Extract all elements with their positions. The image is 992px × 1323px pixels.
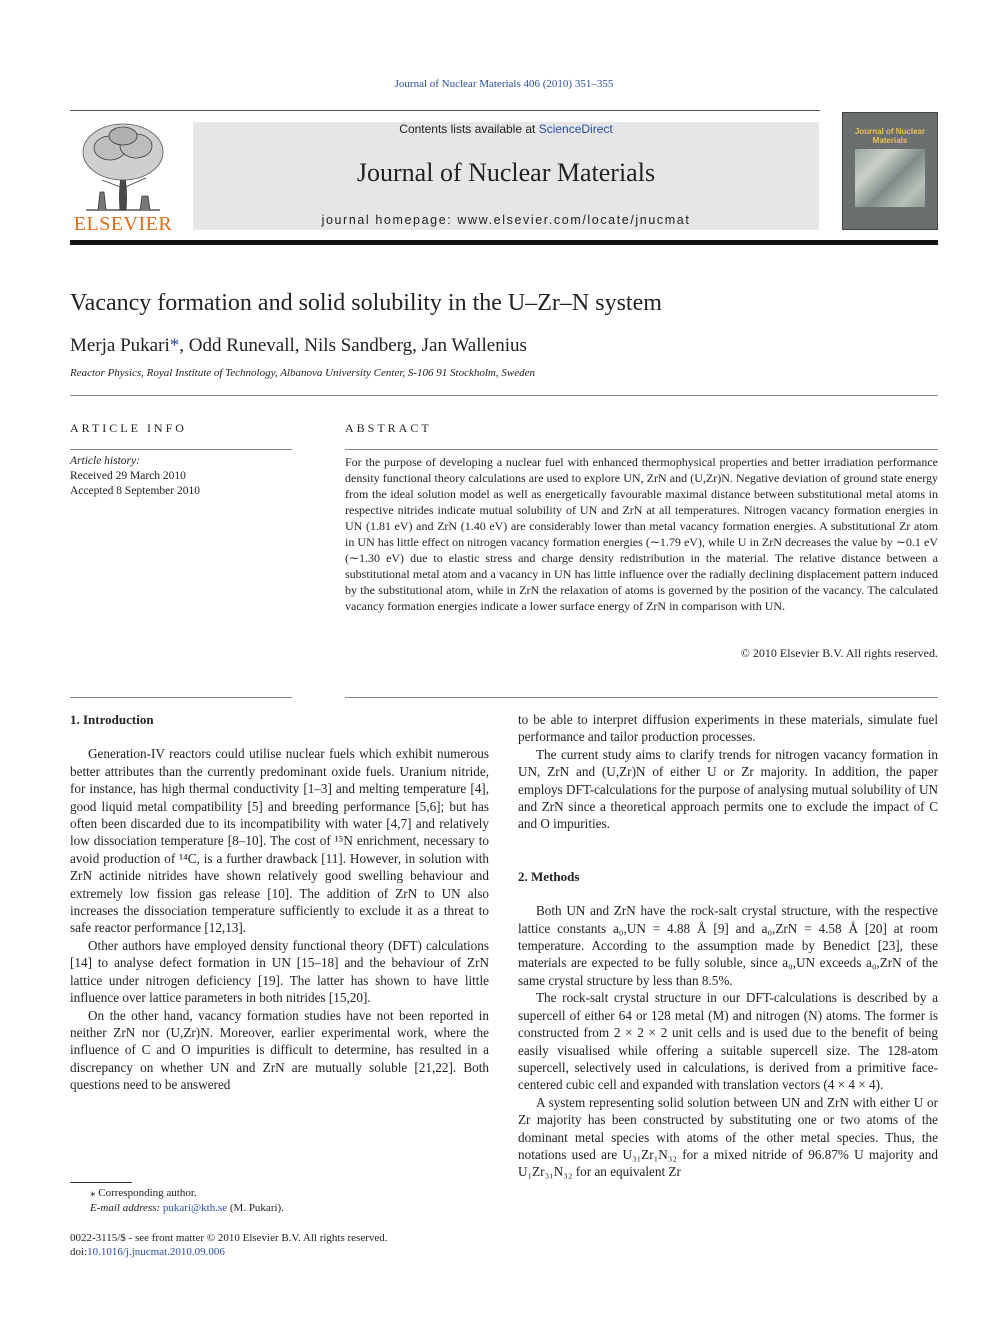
abstract-copyright: © 2010 Elsevier B.V. All rights reserved.	[740, 646, 938, 660]
accepted-date: Accepted 8 September 2010	[70, 485, 200, 497]
article-info-heading: ARTICLE INFO	[70, 421, 187, 435]
footnote-star: ⁎	[90, 1187, 96, 1199]
journal-cover[interactable]	[842, 112, 938, 230]
article-info-bottom-rule	[70, 697, 292, 698]
header-thick-rule	[70, 240, 938, 245]
article-title: Vacancy formation and solid solubility in the U–Zr–N system	[70, 290, 662, 316]
methods-paragraph-1: Both UN and ZrN have the rock-salt crystal structure, with the respective lattice constants a₀,UN = 4.88 Å [9] and a₀,ZrN = 4.58 Å [20] at room temperature. According to the assumption made by Benedict [23], these materials are expected to be fully soluble, since a₀,UN exceeds a₀,ZrN of the same crystal structure by less than 8.5%.	[518, 903, 938, 988]
abstract-rule	[345, 449, 938, 450]
methods-paragraph-2: The rock-salt crystal structure in our DFT-calculations is described by a supercell of either 64 or 128 metal (M) and nitrogen (N) atoms. The former is constructed from 2 × 2 × 2 unit cells and is used due to the benefit of being easily visualised while offering a suitable supercell size. The 128-atom supercell, selectively used in calculations, is derived from a primitive face-centered cubic cell and expanded with translation vectors (4 × 4 × 4).	[518, 990, 938, 1093]
left-column	[70, 711, 489, 1094]
doi-link[interactable]: 10.1016/j.jnucmat.2010.09.006	[87, 1246, 225, 1258]
right-column	[518, 711, 938, 1181]
doi-prefix: doi:	[70, 1246, 88, 1258]
journal-title: Journal of Nuclear Materials	[356, 158, 656, 187]
journal-homepage[interactable]: journal homepage: www.elsevier.com/locate/jnucmat	[321, 213, 691, 227]
intro-paragraph-3-continued: to be able to interpret diffusion experiments in these materials, simulate fuel performance and tailor production processes.	[518, 712, 938, 745]
email-link[interactable]: pukari@kth.se	[162, 1202, 228, 1214]
footnote	[70, 1186, 284, 1216]
intro-paragraph-1: Generation-IV reactors could utilise nuclear fuels which exhibit numerous better attributes than the currently predominant oxide fuels. Uranium nitride, for instance, has high thermal conductivity [1–3] and melting temperature [4], good liquid metal compatibility [5] and breeding performance [5,6]; but has often been discarded due to its incompatibility with water [4,7] and relatively low dissociation temperature [8–10]. The cost of ¹⁵N enrichment, necessary to avoid production of ¹⁴C, is a further drawback [11]. However, in solution with ZrN actinide nitrides have shown relatively good swelling behaviour and extremely low fission gas release [10]. The addition of ZrN to UN also increases the dissociation temperature sufficiently to exclude it as a threat to safe reactor performance [12,13].	[70, 746, 489, 936]
contents-prefix: Contents lists available at	[399, 122, 539, 136]
cover-image	[855, 149, 925, 207]
intro-paragraph-2: Other authors have employed density functional theory (DFT) calculations [14] to analyse defect formation in UN [15–18] and the behaviour of ZrN lattice under nitrogen deficiency [19]. The latter has shown to have little influence over lattice parameters in both nitrides [15,20].	[70, 937, 489, 1006]
other-authors: , Odd Runevall, Nils Sandberg, Jan Wallenius	[179, 335, 527, 356]
publisher-wordmark: ELSEVIER	[73, 213, 173, 235]
sciencedirect-link[interactable]: ScienceDirect	[538, 122, 613, 136]
article-info-rule	[70, 449, 292, 450]
intro-paragraph-3: On the other hand, vacancy formation studies have not been reported in neither ZrN nor (U,Zr)N. Moreover, earlier experimental work, where the influence of C and O impurities is difficult to determine, has resulted in a discrepancy on whether UN and ZrN are mutually soluble [21,22]. Both questions need to be answered	[70, 1007, 489, 1093]
article-history	[70, 454, 200, 499]
abstract-text: For the purpose of developing a nuclear fuel with enhanced thermophysical properties and better irradiation performance density functional theory calculations are used to explore UN, ZrN and (U,Zr)N. Negative deviation of ground state energy from the ideal solution model as well as energetically favourable maximal distance between substitutional metal atoms in respective nitrides indicate mutual solubility of UN and ZrN at all temperatures. Nitrogen vacancy formation energies in UN (1.81 eV) and ZrN (1.40 eV) are considerably lower than metal vacancy formation energies. A substitutional Zr atom in UN has little effect on nitrogen vacancy formation energies (∼1.79 eV), while U in ZrN decreases the value by ∼0.1 eV (∼1.30 eV) due to elastic stress and charge density redistribution in the material. The relative distance between a substitutional metal atom and a vacancy in UN has little influence over the radially declining displacement pattern induced by the substitutional atom, while in ZrN the relaxation of atoms is governed by the position of the vacancy. The calculated vacancy formation energies indicate a lower surface energy of ZrN in comparison with UN.	[345, 455, 938, 613]
affiliation: Reactor Physics, Royal Institute of Technology, Albanova University Center, S-106 91 Stockholm, Sweden	[70, 367, 535, 379]
author-1: Merja Pukari	[70, 335, 170, 356]
email-label: E-mail address:	[90, 1202, 163, 1214]
intro-paragraph-4: The current study aims to clarify trends for nitrogen vacancy formation in UN, ZrN and (U,Zr)N of either U or Zr majority. In addition, the paper employs DFT-calculations for the purpose of analysing mutual solubility of UN and ZrN since a theoretical approach permits one to exclude the impact of C and O impurities.	[518, 746, 938, 832]
elsevier-logo[interactable]	[68, 118, 178, 236]
abstract-heading: ABSTRACT	[345, 421, 432, 435]
author-list	[70, 335, 527, 357]
tree-icon	[68, 118, 178, 214]
methods-paragraph-3: A system representing solid solution between UN and ZrN with either U or Zr majority has been constructed by substituting one or two atoms of the dominant metal species with atoms of the other metal species. Thus, the notations used are U₃₁Zr₁N₃₂ for a mixed nitride of 96.87% U majority and U₁Zr₃₁N₃₂ for an equivalent Zr	[518, 1094, 938, 1180]
history-heading: Article history:	[70, 455, 140, 467]
abstract-bottom-rule	[345, 697, 938, 698]
section-1-heading: 1. Introduction	[70, 712, 154, 727]
header-divider	[70, 110, 820, 111]
bottom-info	[70, 1231, 388, 1259]
contents-line	[193, 122, 819, 136]
title-divider	[70, 395, 938, 396]
email-suffix: (M. Pukari).	[227, 1202, 284, 1214]
section-2-heading: 2. Methods	[518, 868, 580, 884]
cover-title: Journal of Nuclear Materials	[854, 127, 926, 145]
footnote-rule	[70, 1182, 132, 1183]
corresponding-author-note: Corresponding author.	[98, 1187, 197, 1199]
corresponding-author-mark[interactable]: *	[169, 335, 180, 356]
journal-citation[interactable]: Journal of Nuclear Materials 406 (2010) 351–355	[394, 78, 614, 90]
issn-line: 0022-3115/$ - see front matter © 2010 Elsevier B.V. All rights reserved.	[70, 1232, 388, 1244]
received-date: Received 29 March 2010	[70, 470, 186, 482]
